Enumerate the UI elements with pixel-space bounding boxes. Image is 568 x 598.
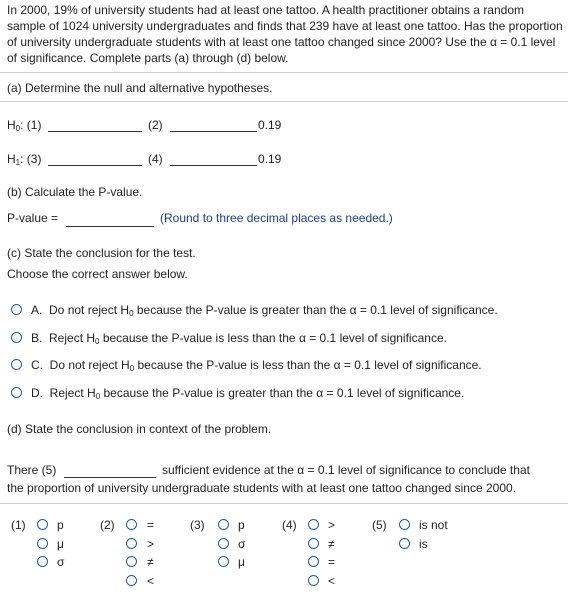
- choice-radio-g4-3[interactable]: [308, 575, 319, 586]
- choice-group-label-g1: (1): [11, 518, 26, 532]
- part-a-heading: (a) Determine the null and alternative hypotheses.: [7, 81, 273, 95]
- choice-radio-g2-2[interactable]: [126, 556, 137, 567]
- conclusion-line2: the proportion of university undergraduate students with at least one tattoo changed since 2000.: [7, 481, 517, 495]
- choice-radio-g4-0[interactable]: [308, 519, 319, 530]
- option-c[interactable]: [31, 358, 482, 373]
- choice-label-g5-1[interactable]: is: [419, 536, 428, 551]
- option-text-end: because the P-value is greater than the α = 0.1 level of significance.: [133, 303, 498, 317]
- h1-label-1: : (3): [20, 152, 42, 166]
- p-value-label: P-value =: [7, 211, 59, 225]
- choice-label-g1-1[interactable]: μ: [57, 536, 64, 551]
- choice-label-g4-0[interactable]: >: [328, 518, 336, 532]
- choice-radio-g5-1[interactable]: [399, 538, 410, 549]
- conclusion-line1-end: sufficient evidence at the α = 0.1 level of significance to conclude that: [162, 463, 530, 477]
- option-text: Do not reject H: [49, 303, 130, 317]
- option-letter: C.: [31, 358, 43, 372]
- choice-radio-g3-0[interactable]: [218, 519, 229, 530]
- option-text-end: because the P-value is less than the α = 0.1 level of significance.: [99, 331, 447, 345]
- choice-label-g2-0[interactable]: =: [147, 518, 155, 532]
- choice-radio-g3-1[interactable]: [218, 538, 229, 549]
- option-letter: B.: [31, 331, 43, 345]
- choice-radio-g2-0[interactable]: [126, 519, 137, 530]
- h1-blank-1[interactable]: [48, 165, 142, 166]
- h0-value: 0.19: [258, 118, 282, 132]
- h1-subscript: 1: [15, 158, 21, 167]
- choice-radio-g1-1[interactable]: [37, 538, 48, 549]
- option-subscript: 0: [95, 337, 100, 346]
- choice-radio-g1-0[interactable]: [37, 519, 48, 530]
- h1-label-2: (4): [148, 152, 163, 166]
- option-text-end: because the P-value is less than the α = 0.1 level of significance.: [134, 358, 482, 372]
- option-c-radio[interactable]: [11, 359, 22, 370]
- problem-statement: In 2000, 19% of university students had at least one tattoo. A health practitioner obtains a random sample of 1024 university undergraduates and finds that 239 have at least one tattoo. Has the proportion of university undergraduate students with at least one tattoo changed since 2000? Use the α = 0.1 level of significance. Complete parts (a) through (d) below.: [7, 3, 563, 65]
- choice-label-g1-0[interactable]: p: [57, 518, 64, 532]
- choice-radio-g5-0[interactable]: [399, 519, 410, 530]
- choice-group-label-g4: (4): [282, 518, 297, 532]
- option-b-radio[interactable]: [11, 332, 22, 343]
- choice-radio-g1-2[interactable]: [37, 556, 48, 567]
- choice-radio-g4-2[interactable]: [308, 556, 319, 567]
- choice-label-g4-3[interactable]: <: [328, 573, 336, 588]
- h1-symbol: H: [7, 152, 16, 166]
- choice-label-g2-2[interactable]: ≠: [147, 555, 154, 569]
- part-b-heading: (b) Calculate the P-value.: [7, 185, 143, 199]
- h0-symbol: H: [7, 118, 16, 132]
- option-d[interactable]: [31, 386, 464, 401]
- h0-blank-2[interactable]: [170, 131, 257, 132]
- option-subscript: 0: [95, 392, 101, 401]
- option-d-radio[interactable]: [11, 387, 22, 398]
- choice-label-g4-1[interactable]: ≠: [328, 536, 335, 551]
- h1-line: [7, 152, 41, 167]
- choice-label-g1-2[interactable]: σ: [57, 555, 65, 569]
- choice-label-g3-0[interactable]: p: [238, 518, 245, 532]
- divider: [0, 72, 568, 73]
- option-b[interactable]: [31, 331, 447, 346]
- choice-group-label-g3: (3): [190, 518, 205, 532]
- h0-label-2: (2): [148, 118, 163, 132]
- option-subscript: 0: [129, 309, 134, 318]
- rounding-hint: (Round to three decimal places as needed.): [160, 211, 393, 225]
- option-subscript: 0: [129, 364, 135, 373]
- option-text-end: because the P-value is greater than the α = 0.1 level of significance.: [100, 386, 465, 400]
- option-text: Do not reject H: [49, 358, 130, 372]
- h1-value: 0.19: [258, 152, 282, 166]
- h1-blank-2[interactable]: [170, 165, 257, 166]
- choice-label-g2-3[interactable]: <: [147, 573, 155, 588]
- choice-radio-g2-1[interactable]: [126, 538, 137, 549]
- choice-label-g2-1[interactable]: >: [147, 536, 155, 551]
- choice-group-label-g5: (5): [372, 518, 387, 532]
- conclusion-blank-5[interactable]: [64, 477, 156, 478]
- part-d-heading: (d) State the conclusion in context of the problem.: [7, 422, 272, 436]
- h0-subscript: 0: [15, 124, 21, 133]
- option-letter: D.: [31, 386, 43, 400]
- choice-label-g5-0[interactable]: is not: [419, 518, 448, 532]
- h0-blank-1[interactable]: [48, 131, 142, 132]
- choice-label-g4-2[interactable]: =: [328, 555, 336, 569]
- choice-group-label-g2: (2): [100, 518, 115, 532]
- choose-instruction: Choose the correct answer below.: [7, 267, 188, 281]
- choice-radio-g2-3[interactable]: [126, 575, 137, 586]
- option-a-radio[interactable]: [11, 304, 22, 315]
- choice-radio-g4-1[interactable]: [308, 538, 319, 549]
- option-letter: A.: [31, 303, 43, 317]
- option-a[interactable]: [31, 303, 498, 318]
- choice-label-g3-1[interactable]: σ: [238, 536, 246, 551]
- choice-radio-g3-2[interactable]: [218, 556, 229, 567]
- p-value-input[interactable]: [66, 226, 154, 227]
- divider: [0, 503, 568, 504]
- divider: [0, 101, 568, 102]
- option-text: Reject H: [49, 386, 96, 400]
- h0-line: [7, 118, 41, 133]
- conclusion-start: There (5): [7, 463, 57, 477]
- choice-label-g3-2[interactable]: μ: [238, 555, 245, 569]
- option-text: Reject H: [49, 331, 96, 345]
- part-c-heading: (c) State the conclusion for the test.: [7, 246, 196, 260]
- h0-label-1: : (1): [20, 118, 42, 132]
